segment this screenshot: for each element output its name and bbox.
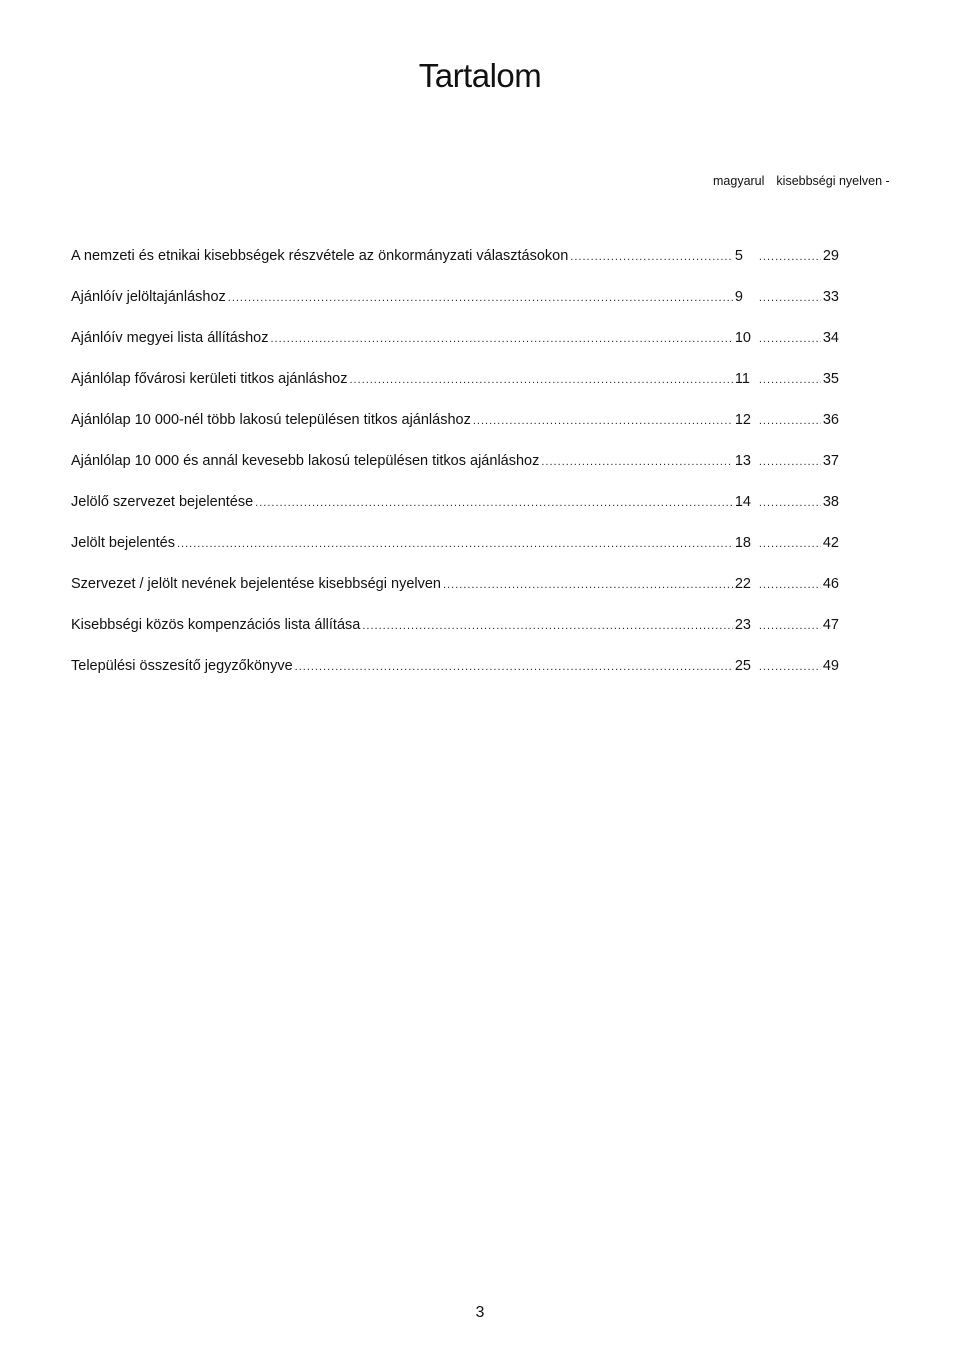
dot-leader [228, 287, 733, 309]
column-headers [713, 170, 890, 192]
toc-entry[interactable] [71, 327, 839, 368]
dot-leader [759, 615, 821, 637]
dot-leader [759, 492, 821, 514]
toc-entry[interactable] [71, 614, 839, 655]
dot-leader [255, 492, 733, 514]
toc-entry[interactable] [71, 491, 839, 532]
toc-entry-page-hungarian: 9 [734, 289, 743, 305]
toc-entry-page-minority: 29 [822, 248, 839, 264]
dot-leader [270, 328, 732, 350]
toc-entry-title: Jelölt bejelentés [71, 535, 175, 551]
toc-entry[interactable] [71, 409, 839, 450]
page-number: 3 [475, 1304, 485, 1321]
dot-leader [759, 287, 821, 309]
dot-leader [570, 246, 733, 268]
toc-entry-page-hungarian: 18 [734, 535, 751, 551]
dot-leader [759, 574, 821, 596]
dot-leader [759, 328, 821, 350]
toc-entry-page-minority: 42 [822, 535, 839, 551]
toc-entry-title: Szervezet / jelölt nevének bejelentése kisebbségi nyelven [71, 576, 441, 592]
toc-entry-title: Kisebbségi közös kompenzációs lista állítása [71, 617, 361, 633]
toc-entry-title: A nemzeti és etnikai kisebbségek részvétele az önkormányzati választásokon [71, 248, 569, 264]
toc-entry[interactable] [71, 573, 839, 614]
toc-entry-title: Ajánlólap fővárosi kerületi titkos ajánláshoz [71, 371, 348, 387]
dot-leader [349, 369, 732, 391]
toc-entry-title: Települési összesítő jegyzőkönyve [71, 658, 293, 674]
toc-entry-page-minority: 36 [822, 412, 839, 428]
toc-entry-page-minority: 47 [822, 617, 839, 633]
table-of-contents [71, 245, 839, 696]
toc-entry-title: Ajánlóív megyei lista állításhoz [71, 330, 269, 346]
dot-leader [759, 533, 821, 555]
dot-leader [759, 369, 821, 391]
dot-leader [362, 615, 733, 637]
toc-entry-title: Ajánlólap 10 000-nél több lakosú településen titkos ajánláshoz [71, 412, 471, 428]
column-header-hungarian: magyarul [713, 174, 765, 188]
toc-entry-page-minority: 35 [822, 371, 839, 387]
toc-entry-page-minority: 33 [822, 289, 839, 305]
toc-entry-page-minority: 37 [822, 453, 839, 469]
toc-entry-page-hungarian: 14 [734, 494, 751, 510]
dot-leader [443, 574, 733, 596]
toc-entry-title: Jelölő szervezet bejelentése [71, 494, 254, 510]
toc-entry[interactable] [71, 532, 839, 573]
dot-leader [295, 656, 733, 678]
toc-entry-page-minority: 49 [822, 658, 839, 674]
toc-entry-page-hungarian: 22 [734, 576, 751, 592]
toc-entry[interactable] [71, 655, 839, 696]
toc-entry-page-hungarian: 23 [734, 617, 751, 633]
toc-entry[interactable] [71, 450, 839, 491]
toc-entry-page-minority: 34 [822, 330, 839, 346]
dot-leader [759, 410, 821, 432]
toc-entry-title: Ajánlóív jelöltajánláshoz [71, 289, 226, 305]
column-header-minority: kisebbségi nyelven - [776, 174, 890, 188]
dot-leader [473, 410, 733, 432]
dot-leader [759, 656, 821, 678]
dot-leader [759, 451, 821, 473]
toc-entry[interactable] [71, 286, 839, 327]
dot-leader [759, 246, 821, 268]
toc-entry[interactable] [71, 245, 839, 286]
toc-entry-title: Ajánlólap 10 000 és annál kevesebb lakosú településen titkos ajánláshoz [71, 453, 540, 469]
page-title: Tartalom [418, 57, 542, 94]
toc-entry-page-hungarian: 12 [734, 412, 751, 428]
toc-entry-page-hungarian: 11 [734, 371, 750, 387]
toc-entry-page-hungarian: 13 [734, 453, 751, 469]
toc-entry-page-hungarian: 10 [734, 330, 751, 346]
toc-entry-page-hungarian: 25 [734, 658, 751, 674]
toc-entry-page-hungarian: 5 [734, 248, 743, 264]
toc-entry-page-minority: 38 [822, 494, 839, 510]
toc-entry[interactable] [71, 368, 839, 409]
dot-leader [541, 451, 733, 473]
toc-entry-page-minority: 46 [822, 576, 839, 592]
dot-leader [177, 533, 733, 555]
